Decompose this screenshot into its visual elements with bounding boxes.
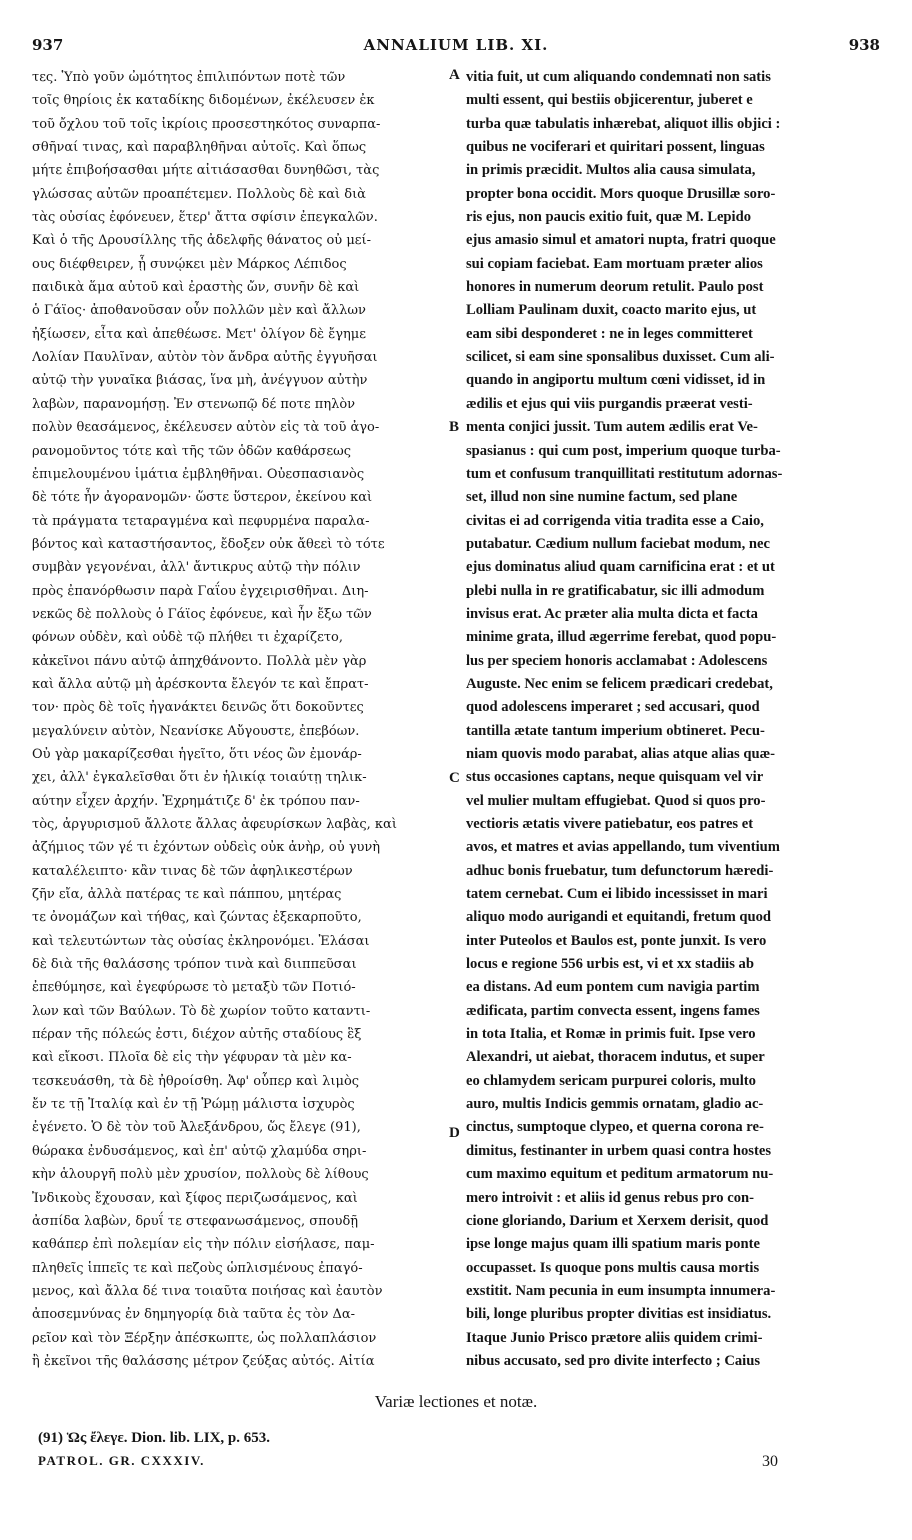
- text-line: ædificata, partim convecta essent, ingens fames: [466, 1002, 760, 1019]
- text-line: aliquo modo aurigandi et equitandi, fretum quod: [466, 909, 772, 926]
- text-line: χει, ἀλλ' ἐγκαλεῖσθαι ὅτι ἐν ἡλικίᾳ τοιαύτῃ τηλικ-: [32, 770, 367, 786]
- text-line: set, illud non sine numine factum, sed plane: [466, 489, 738, 506]
- text-line: turba quæ tabulatis inhærebat, aliquot illis objici :: [466, 115, 781, 132]
- text-line: auro, multis Indicis gemmis ornatam, gladio ac-: [466, 1096, 764, 1113]
- text-line: πληθεῖς ἱππεῖς τε καὶ πεζοὺς ὡπλισμένους ἐπαγό-: [32, 1260, 363, 1276]
- text-line: καὶ τελευτώντων τὰς οὐσίας ἐκληρονόμει. Ἐλάσαι: [32, 933, 370, 949]
- text-line: ρεῖον καὶ τὸν Ξέρξην ἀπέσκωπτε, ὡς πολλαπλάσιον: [32, 1330, 377, 1346]
- text-line: τὸς, ἀργυρισμοῦ ἄλλοτε ἄλλας ἀφευρίσκων λαβὰς, καὶ: [32, 817, 397, 832]
- text-line: δὲ διὰ τῆς θαλάσσης τρόπον τινὰ καὶ διιππεῦσαι: [32, 957, 357, 973]
- text-line: Auguste. Nec enim se felicem prædicari credebat,: [466, 675, 773, 692]
- text-line: νεκῶς δὲ πολλοὺς ὁ Γάϊος ἐφόνευε, καὶ ἦν ἔξω τῶν: [32, 606, 372, 622]
- text-line: avos, et matres et avias appellando, tum viventium: [466, 839, 780, 856]
- section-marker-d: D: [449, 1125, 460, 1141]
- text-line: καταλέλειπτο· κἂν τινας δὲ τῶν ἀφηλικεστέρων: [32, 863, 353, 879]
- text-line: civitas ei ad corrigenda vitia tradita esse a Caio,: [466, 512, 764, 529]
- text-line: τὰς οὐσίας ἐφόνευεν, ἕτερ' ἄττα σφίσιν ἐπεγκαλῶν.: [32, 210, 378, 226]
- text-line: invisus erat. Ac præter alia multa dicta et facta: [466, 605, 758, 622]
- text-line: in primis præcidit. Multos alia causa simulata,: [466, 162, 756, 179]
- text-line: παιδικὰ ἅμα αὐτοῦ καὶ ἐραστὴς ὤν, συνῆν δὲ καὶ: [32, 280, 360, 296]
- text-line: locus e regione 556 urbis est, vi et xx stadiis ab: [466, 956, 754, 973]
- text-line: μήτε ἐπιβοήσασθαι μήτε αἰτιάσασθαι δυνηθῶσι, τὰς: [32, 163, 380, 179]
- text-line: Καὶ ὁ τῆς Δρουσίλλης τῆς ἀδελφῆς θάνατος οὐ μεί-: [32, 233, 372, 249]
- text-line: ἐπιμελουμένου ἱμάτια ἐμβληθῆναι. Οὐεσπασιανὸς: [32, 466, 365, 482]
- text-line: adhuc bonis fruebatur, tum defunctorum hæredi-: [466, 862, 774, 879]
- right-column-number: 938: [848, 36, 880, 54]
- section-marker-b: B: [449, 419, 460, 435]
- text-line: cinctus, sumptoque clypeo, et querna corona re-: [466, 1119, 764, 1136]
- section-marker-c: C: [449, 770, 460, 786]
- text-line: vectioris ætatis vivere patiebatur, eos patres et: [466, 816, 754, 832]
- text-line: λων καὶ τῶν Βαύλων. Τὸ δὲ χωρίον τοῦτο καταντι-: [32, 1003, 371, 1019]
- text-line: τεσκευάσθη, τὰ δὲ ἠθροίσθη. Ἀφ' οὗπερ καὶ λιμὸς: [32, 1073, 360, 1089]
- page-number: 30: [762, 1453, 778, 1470]
- text-line: μενος, καὶ ἄλλα δέ τινα τοιαῦτα ποιήσας καὶ ἐαυτὸν: [32, 1283, 383, 1299]
- text-line: ἔν τε τῇ Ἰταλίᾳ καὶ ἐν τῇ Ῥώμῃ μάλιστα ἰσχυρὸς: [32, 1097, 355, 1113]
- text-line: Itaque Junio Prisco prætore aliis quidem crimi-: [466, 1329, 763, 1346]
- text-line: ipse longe majus quam illi spatium maris ponte: [466, 1236, 760, 1253]
- text-line: ἐγένετο. Ὁ δὲ τὸν τοῦ Ἀλεξάνδρου, ὥς ἔλεγε (91),: [32, 1120, 361, 1136]
- notes-heading: Variæ lectiones et notæ.: [374, 1392, 538, 1411]
- text-line: ea distans. Ad eum pontem cum navigia partim: [466, 979, 760, 996]
- running-title: ANNALIUM LIB. XI.: [363, 36, 549, 54]
- page-header: [32, 36, 880, 58]
- footnote: (91) Ὡς ἔλεγε. Dion. lib. LIX, p. 653.: [38, 1430, 271, 1446]
- text-line: μεγαλύνειν αὐτὸν, Νεανίσκε Αὔγουστε, ἐπεβόων.: [32, 723, 360, 739]
- text-line: ædilis et ejus qui viis purgandis præerat vesti-: [466, 395, 753, 412]
- text-line: τες. Ὑπὸ γοῦν ὠμότητος ἐπιλιπόντων ποτὲ τῶν: [32, 70, 346, 85]
- text-line: βόντος καὶ καταστήσαντος, ἔδοξεν οὐκ ἄθεεὶ τὸ τότε: [32, 536, 385, 552]
- text-line: inter Puteolos et Baulos est, ponte junxit. Is vero: [466, 932, 767, 949]
- text-line: πέραν τῆς πόλεώς ἐστι, διέχον αὐτῆς σταδίους ἓξ: [32, 1027, 362, 1043]
- text-line: καὶ εἴκοσι. Πλοῖα δὲ εἰς τὴν γέφυραν τὰ μὲν κα-: [32, 1050, 352, 1066]
- text-line: tatem cernebat. Cum ei libido incessisset in mari: [466, 886, 768, 903]
- text-line: ρανομοῦντος τότε καὶ τῆς τῶν ὁδῶν καθάρσεως: [32, 443, 352, 459]
- text-line: ἀποσεμνύνας ἐν δημηγορίᾳ διὰ ταῦτα ἐς τὸν Δα-: [32, 1307, 356, 1323]
- text-line: καὶ ἄλλα αὐτῷ μὴ ἀρέσκοντα ἔλεγόν τε καὶ ἔπρατ-: [32, 676, 369, 692]
- text-line: menta conjici jussit. Tum autem ædilis erat Ve-: [466, 419, 758, 436]
- text-line: Οὐ γὰρ μακαρίζεσθαι ἡγεῖτο, ὅτι νέος ὢν ἐμονάρ-: [32, 746, 362, 762]
- text-line: ris ejus, non paucis exitio fuit, quæ M. Lepido: [466, 209, 752, 226]
- text-line: tum et confusum tranquillitati restitutum adornas-: [466, 465, 783, 482]
- text-line: αύτην εἶχεν ἀρχήν. Ἐχρημάτιζε δ' ἐκ τρόπου παν-: [32, 793, 360, 809]
- text-line: πολὺν θεασάμενος, ἐκέλευσεν αὐτὸν εἰς τὰ τοῦ ἀγο-: [32, 420, 380, 436]
- text-line: Lolliam Paulinam duxit, coacto marito ejus, ut: [466, 302, 757, 319]
- text-line: cione gloriando, Darium et Xerxem derisit, quod: [466, 1212, 769, 1229]
- text-line: spasianus : qui cum post, imperium quoque turba-: [466, 442, 781, 459]
- text-line: eo chlamydem sericam purpurei coloris, multo: [466, 1072, 756, 1089]
- text-line: ζῆν εἴα, ἀλλὰ πατέρας τε καὶ πάππου, μητέρας: [32, 887, 342, 903]
- text-line: plebi nulla in re gratificabatur, sic illi admodum: [466, 582, 765, 599]
- text-line: scilicet, si eam sine sponsalibus duxisset. Cum ali-: [466, 349, 775, 366]
- text-line: αὐτῷ τὴν γυναῖκα βιάσας, ἵνα μὴ, ἀνέγγυον αὐτὴν: [32, 373, 368, 389]
- text-line: in tota Italia, et Romæ in primis fuit. Ipse vero: [466, 1026, 756, 1043]
- text-line: ἀζήμιος τῶν γέ τι ἐχόντων οὐδεὶς οὐκ ἀνὴρ, οὐ γυνὴ: [32, 840, 381, 856]
- text-line: niam quovis modo parabat, alias atque alias quæ-: [466, 745, 775, 762]
- text-line: quod adolescens imperaret ; sed accusari, quod: [466, 699, 760, 716]
- text-line: ejus dominatus aliud quam carnificina erat : et ut: [466, 559, 775, 576]
- text-line: stus occasiones captans, neque quisquam vel vir: [466, 769, 764, 786]
- text-line: dimitus, festinanter in urbem quasi contra hostes: [466, 1142, 772, 1159]
- series-signature: PATROL. GR. CXXXIV.: [38, 1453, 205, 1468]
- text-line: multi essent, qui bestiis objicerentur, juberet e: [466, 92, 753, 109]
- text-line: ejus amasio simul et amatori nupta, fratri quoque: [466, 232, 776, 249]
- text-line: vel mulier multam effugiebat. Quod si quos pro-: [466, 792, 766, 809]
- text-line: ους διέφθειρεν, ᾗ συνῴκει μὲν Μάρκος Λέπιδος: [32, 256, 347, 272]
- text-line: τοῖς θηρίοις ἐκ καταδίκης διδομένων, ἐκέλευσεν ἐκ: [32, 93, 375, 109]
- left-column-number: 937: [32, 36, 64, 54]
- text-line: Λολίαν Παυλῖναν, αὐτὸν τὸν ἄνδρα αὐτῆς ἐγγυῆσαι: [32, 350, 378, 366]
- text-line: ἢ ἐκεῖνοι τῆς θαλάσσης μέτρον ζεύξας αὐτός. Αἰτία: [32, 1353, 375, 1369]
- text-line: quando in angiportu multum cœni vidisset, id in: [466, 372, 766, 389]
- text-line: πρὸς ἐπανόρθωσιν παρὰ Γαΐου ἐγχειρισθῆναι. Διη-: [32, 583, 369, 599]
- text-line: κἀκεῖνοι πάνυ αὐτῷ ἀπηχθάνοντο. Πολλὰ μὲν γὰρ: [32, 653, 367, 669]
- text-line: putabatur. Cædium nullum faciebat modum, nec: [466, 535, 770, 552]
- text-line: exstitit. Nam pecunia in eum insumpta innumera-: [466, 1282, 776, 1299]
- text-line: θώρακα ἐνδυσάμενος, καὶ ἐπ' αὐτῷ χλαμύδα σηρι-: [32, 1143, 367, 1159]
- text-line: τον· πρὸς δὲ τοῖς ἠγανάκτει δεινῶς ὅτι δοκοῦντες: [32, 700, 364, 716]
- text-line: nibus accusato, sed pro divite interfecto ; Caius: [466, 1352, 761, 1369]
- text-line: quibus ne vociferari et quiritari possent, linguas: [466, 139, 765, 156]
- text-line: occupasset. Is quoque pons multis causa mortis: [466, 1259, 760, 1276]
- text-line: φόνων οὐδὲν, καὶ οὐδὲ τῷ πλήθει τι ἐχαρίζετο,: [32, 630, 343, 646]
- text-line: καθάπερ ἐπὶ πολεμίαν εἰς τὴν πόλιν εἰσήλασε, παμ-: [32, 1237, 375, 1253]
- text-line: τε ὀνομάζων καὶ τήθας, καὶ ζώντας ἐξεκαρποῦτο,: [32, 910, 362, 926]
- greek-text-column: [32, 66, 448, 1373]
- text-line: vitia fuit, ut cum aliquando condemnati non satis: [466, 69, 771, 85]
- text-line: tantilla ætate tantum imperium obtineret. Pecu-: [466, 722, 765, 739]
- text-line: τὰ πράγματα τεταραγμένα καὶ πεφυρμένα παραλα-: [32, 513, 370, 529]
- text-line: eam sibi desponderet : ne in leges committeret: [466, 325, 753, 342]
- text-line: ἠξίωσεν, εἶτα καὶ ἀπεθέωσε. Μετ' ὀλίγον δὲ ἔγημε: [32, 326, 366, 342]
- text-line: ὁ Γάϊος· ἀποθανοῦσαν οὖν πολλῶν μὲν καὶ ἄλλων: [32, 303, 366, 319]
- text-line: δὲ τότε ἦν ἀγορανομῶν· ὥστε ὕστερον, ἐκείνου καὶ: [32, 490, 373, 506]
- text-line: σθῆναί τινας, καὶ παραβληθῆναι αὐτοῖς. Καὶ ὅπως: [32, 140, 367, 156]
- text-line: sui copiam faciebat. Eam mortuam præter alios: [466, 255, 763, 272]
- text-line: συμβὰν γεγονέναι, ἀλλ' ἄντικρυς αὐτῷ τὴν πόλιν: [32, 560, 361, 576]
- text-line: minime grata, illud ægerrime ferebat, quod popu-: [466, 629, 777, 646]
- section-marker-a: A: [449, 67, 460, 83]
- text-line: τοῦ ὄχλου τοῦ τοῖς ἰκρίοις προσεστηκότος συναρπα-: [32, 116, 381, 132]
- text-line: mero introivit : et aliis id genus rebus pro con-: [466, 1189, 754, 1206]
- text-line: γλώσσας αὐτῶν προαπέτεμεν. Πολλοὺς δὲ καὶ διὰ: [32, 186, 366, 202]
- text-line: lus per speciem honoris acclamabat : Adolescens: [466, 652, 768, 669]
- text-line: cum maximo equitum et peditum armatorum nu-: [466, 1166, 774, 1183]
- text-line: κὴν ἁλουργῆ πολὺ μὲν χρυσίον, πολλοὺς δὲ λίθους: [32, 1167, 369, 1183]
- text-line: ἐπεθύμησε, καὶ ἐγεφύρωσε τὸ μεταξὺ τῶν Ποτιό-: [32, 980, 356, 996]
- text-line: honores in numerum deorum retulit. Paulo post: [466, 279, 764, 296]
- text-line: bili, longe pluribus propter divitias est insidiatus.: [466, 1306, 772, 1323]
- latin-text-column: [466, 66, 880, 1373]
- text-line: propter bona occidit. Mors quoque Drusillæ soro-: [466, 185, 776, 202]
- text-line: ἀσπίδα λαβὼν, δρυΐ τε στεφανωσάμενος, σπουδῇ: [32, 1213, 359, 1229]
- text-line: Alexandri, ut aiebat, thoracem indutus, et super: [466, 1049, 765, 1066]
- text-line: λαβὼν, παρανομήσῃ. Ἐν στενωπῷ δέ ποτε πηλὸν: [32, 396, 356, 412]
- text-line: Ἰνδικοὺς ἔχουσαν, καὶ ξίφος περιζωσάμενος, καὶ: [32, 1190, 358, 1206]
